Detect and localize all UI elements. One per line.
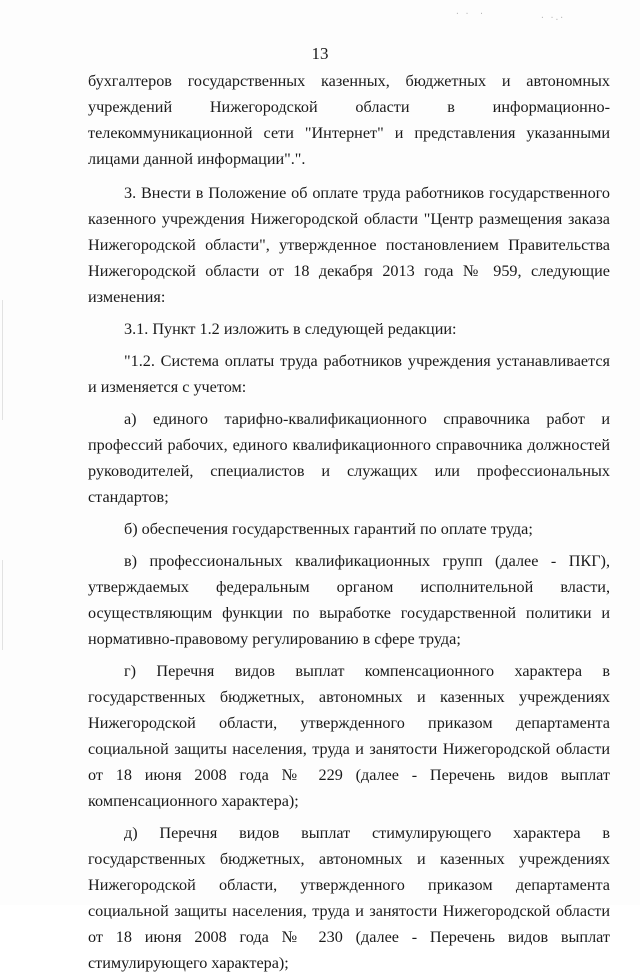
paragraph-item-1-2: "1.2. Система оплаты труда работников учреждения устанавливается и изменяется с учетом:: [88, 352, 610, 396]
paragraph-item-3: 3. Внести в Положение об оплате труда работников государственного казенного учреждения Нижегородской области "Центр размещения заказа Нижегородской области", утвержденное постановлением Правительства Нижегородской области от 18 декабря 2013 года № 959, следующие изменения:: [88, 184, 610, 306]
page-number: 13: [311, 44, 329, 63]
paragraph-continuation: бухгалтеров государственных казенных, бюджетных и автономных учреждений Нижегородской области в информационно-телекоммуникационной сети "Интернет" и представления указанными лицами данной информации".".: [88, 72, 610, 168]
list-item-v: в) профессиональных квалификационных групп (далее - ПКГ), утверждаемых федеральным органом исполнительной власти, осуществляющим функции по выработке государственной политики и нормативно-правовому регулированию в сфере труда;: [88, 552, 610, 648]
document-body: [88, 68, 610, 976]
list-item-g: г) Перечня видов выплат компенсационного характера в государственных бюджетных, автономных и казенных учреждениях Нижегородской области, утвержденного приказом департамента социальной защиты населения, труда и занятости Нижегородской области от 18 июня 2008 года № 229 (далее - Перечень видов выплат компенсационного характера);: [88, 662, 610, 810]
list-item-d: д) Перечня видов выплат стимулирующего характера в государственных бюджетных, автономных и казенных учреждениях Нижегородской области, утвержденного приказом департамента социальной защиты населения, труда и занятости Нижегородской области от 18 июня 2008 года № 230 (далее - Перечень видов выплат стимулирующего характера);: [88, 824, 610, 972]
scan-noise: · ·.·: [540, 13, 565, 22]
scan-edge-shadow: [2, 560, 3, 650]
list-item-a: а) единого тарифно-квалификационного справочника работ и профессий рабочих, единого квалификационного справочника должностей руководителей, специалистов и служащих или профессиональных стандартов;: [88, 410, 610, 506]
scan-noise: · · ·: [455, 9, 484, 18]
paragraph-item-3-1: 3.1. Пункт 1.2 изложить в следующей редакции:: [124, 320, 457, 338]
scan-edge-shadow: [2, 300, 3, 420]
list-item-b: б) обеспечения государственных гарантий по оплате труда;: [124, 520, 533, 538]
